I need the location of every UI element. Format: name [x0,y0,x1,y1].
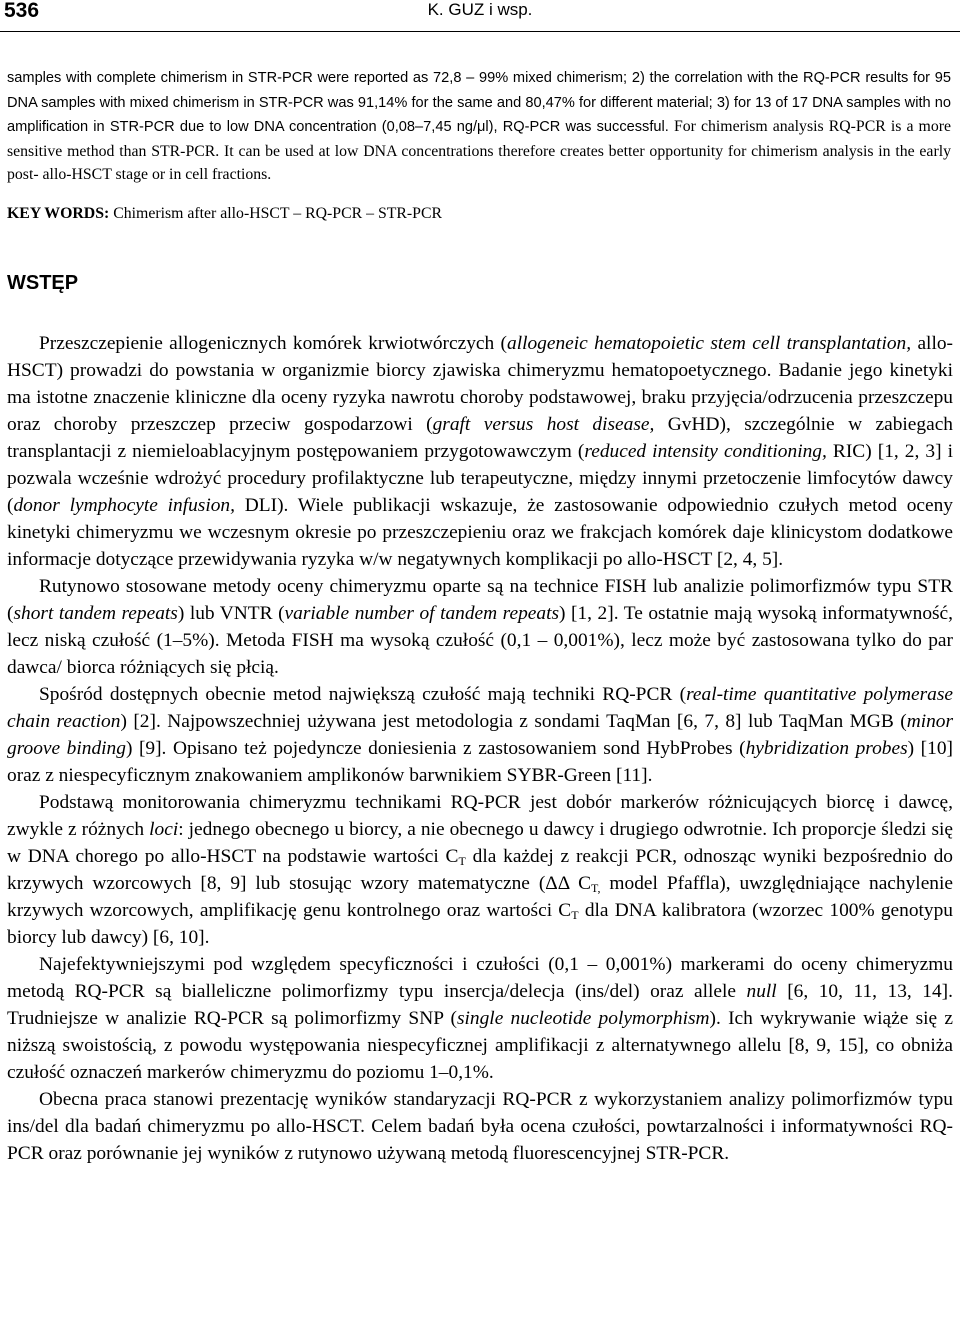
paragraph-5: Najefektywniejszymi pod względem specyficzności i czułości (0,1 – 0,001%) markerami do oceny chimeryzmu metodą RQ-PCR są bialleliczne polimorfizmy typu insercja/delecja (ins/del) oraz allele null [6, 10, 11, 13, 14]. Trudniejsze w analizie RQ-PCR są polimorfizmy SNP (single nucleotide polymorphism). Ich wykrywanie wiąże się z niższą swoistością, z powodu występowania niespecyficznej amplifikacji z alternatywnego allelu [8, 9, 15], co obniża czułość oznaczeń markerów chimeryzmu do poziomu 1–0,1%. [7,954,954,1083]
paragraph-4: Podstawą monitorowania chimeryzmu technikami RQ-PCR jest dobór markerów różnicujących biorcę i dawcę, zwykle z różnych loci: jednego obecnego u biorcy, a nie obecnego u dawcy i drugiego odwrotnie. Ich proporcje śledzi się w DNA chorego po allo-HSCT na podstawie wartości $C_T$ dla każdej z reakcji PCR, odnosząc wyniki bezpośrednio do krzywych wzorcowych [8, 9] lub stosując wzory matematyczne (ΔΔ $C_{T,}$ model Pfaffla), uwzględniające nachylenie krzywych wzorcowych, amplifikację genu kontrolnego oraz wartości $C_T$ dla DNA kalibratora (wzorzec 100% genotypu biorcy lub dawcy) [6, 10]. [7,792,954,948]
abstract-text-1: samples with complete chimerism in STR-PCR were reported as 72,8 – 99% mixed chimerism; 2) the correlation with the RQ-PCR results for 95 DNA samples with mixed chimerism in STR-PCR was 91,14% for the same and 80,47% for different material; 3) for 13 of 17 DNA samples with no amplification in STR-PCR due to low DNA concentration (0,08–7,45 ng/μl), RQ-PCR was successful. [7,70,951,135]
keywords-list: Chimerism after allo-HSCT – RQ-PCR – STR-PCR [109,205,443,222]
keywords [7,205,951,223]
abstract [7,66,951,187]
body-text [7,330,953,1167]
keywords-label: KEY WORDS: [7,205,110,222]
abstract-text-2: For chimerism analysis RQ-PCR is a more sensitive method than STR-PCR. It can be used at low DNA concentrations therefore creates better opportunity for chimerism analysis in the early post- allo-HSCT stage or in cell fractions. [7,118,951,183]
paragraph-6: Obecna praca stanowi prezentację wyników standaryzacji RQ-PCR z wykorzystaniem analizy polimorfizmów typu ins/del dla badań chimeryzmu po allo-HSCT. Celem badań była ocena czułości, powtarzalności i informatywności RQ-PCR oraz porównanie jej wyników z rutynowo używaną metodą fluorescencyjnej STR-PCR. [7,1089,953,1164]
paragraph-2: Rutynowo stosowane metody oceny chimeryzmu oparte są na technice FISH lub analizie polimorfizmów typu STR (short tandem repeats) lub VNTR (variable number of tandem repeats) [1, 2]. Te ostatnie mają wysoką informatywność, lecz niską czułość (1–5%). Metoda FISH ma wysoką czułość (0,1 – 0,001%), lecz może być zastosowana tylko do par dawca/ biorca różniących się płcią. [7,576,954,678]
header-rule [0,31,960,32]
section-title: WSTĘP [7,272,79,294]
running-head: K. GUZ i wsp. [427,0,533,19]
paragraph-3: Spośród dostępnych obecnie metod największą czułość mają techniki RQ-PCR (real-time quantitative polymerase chain reaction) [2]. Najpowszechniej używana jest metodologia z sondami TaqMan [6, 7, 8] lub TaqMan MGB (minor groove binding) [9]. Opisano też pojedyncze doniesienia z zastosowaniem sond HybProbes (hybridization probes) [10] oraz z niespecyficznym znakowaniem amplikonów barwnikiem SYBR-Green [11]. [7,684,954,786]
page-number: 536 [4,0,40,22]
paragraph-1: Przeszczepienie allogenicznych komórek krwiotwórczych (allogeneic hematopoietic stem cell transplantation, allo-HSCT) prowadzi do powstania w organizmie biorcy zjawiska chimeryzmu hematopoetycznego. Badanie jego kinetyki ma istotne znaczenie kliniczne dla oceny ryzyka nawrotu choroby podstawowej, braku przyjęcia/odrzucenia przeszczepu oraz choroby przeszczep przeciw gospodarzowi (graft versus host disease, GvHD), szczególnie w zabiegach transplantacji z niemieloablacyjnym postępowaniem przygotowawczym (reduced intensity conditioning, RIC) [1, 2, 3] i pozwala wcześnie wdrożyć procedury profilaktyczne lub terapeutyczne, między innymi przetoczenie limfocytów dawcy (donor lymphocyte infusion, DLI). Wiele publikacji wskazuje, że zastosowanie odpowiednio czułych metod oceny kinetyki chimeryzmu we wczesnym okresie po przeszczepieniu oraz we frakcjach komórek daje klinicystom dodatkowe informacje dotyczące przewidywania ryzyka w/w negatywnych komplikacji po allo-HSCT [2, 4, 5]. [7,333,954,570]
page-header [0,0,960,24]
